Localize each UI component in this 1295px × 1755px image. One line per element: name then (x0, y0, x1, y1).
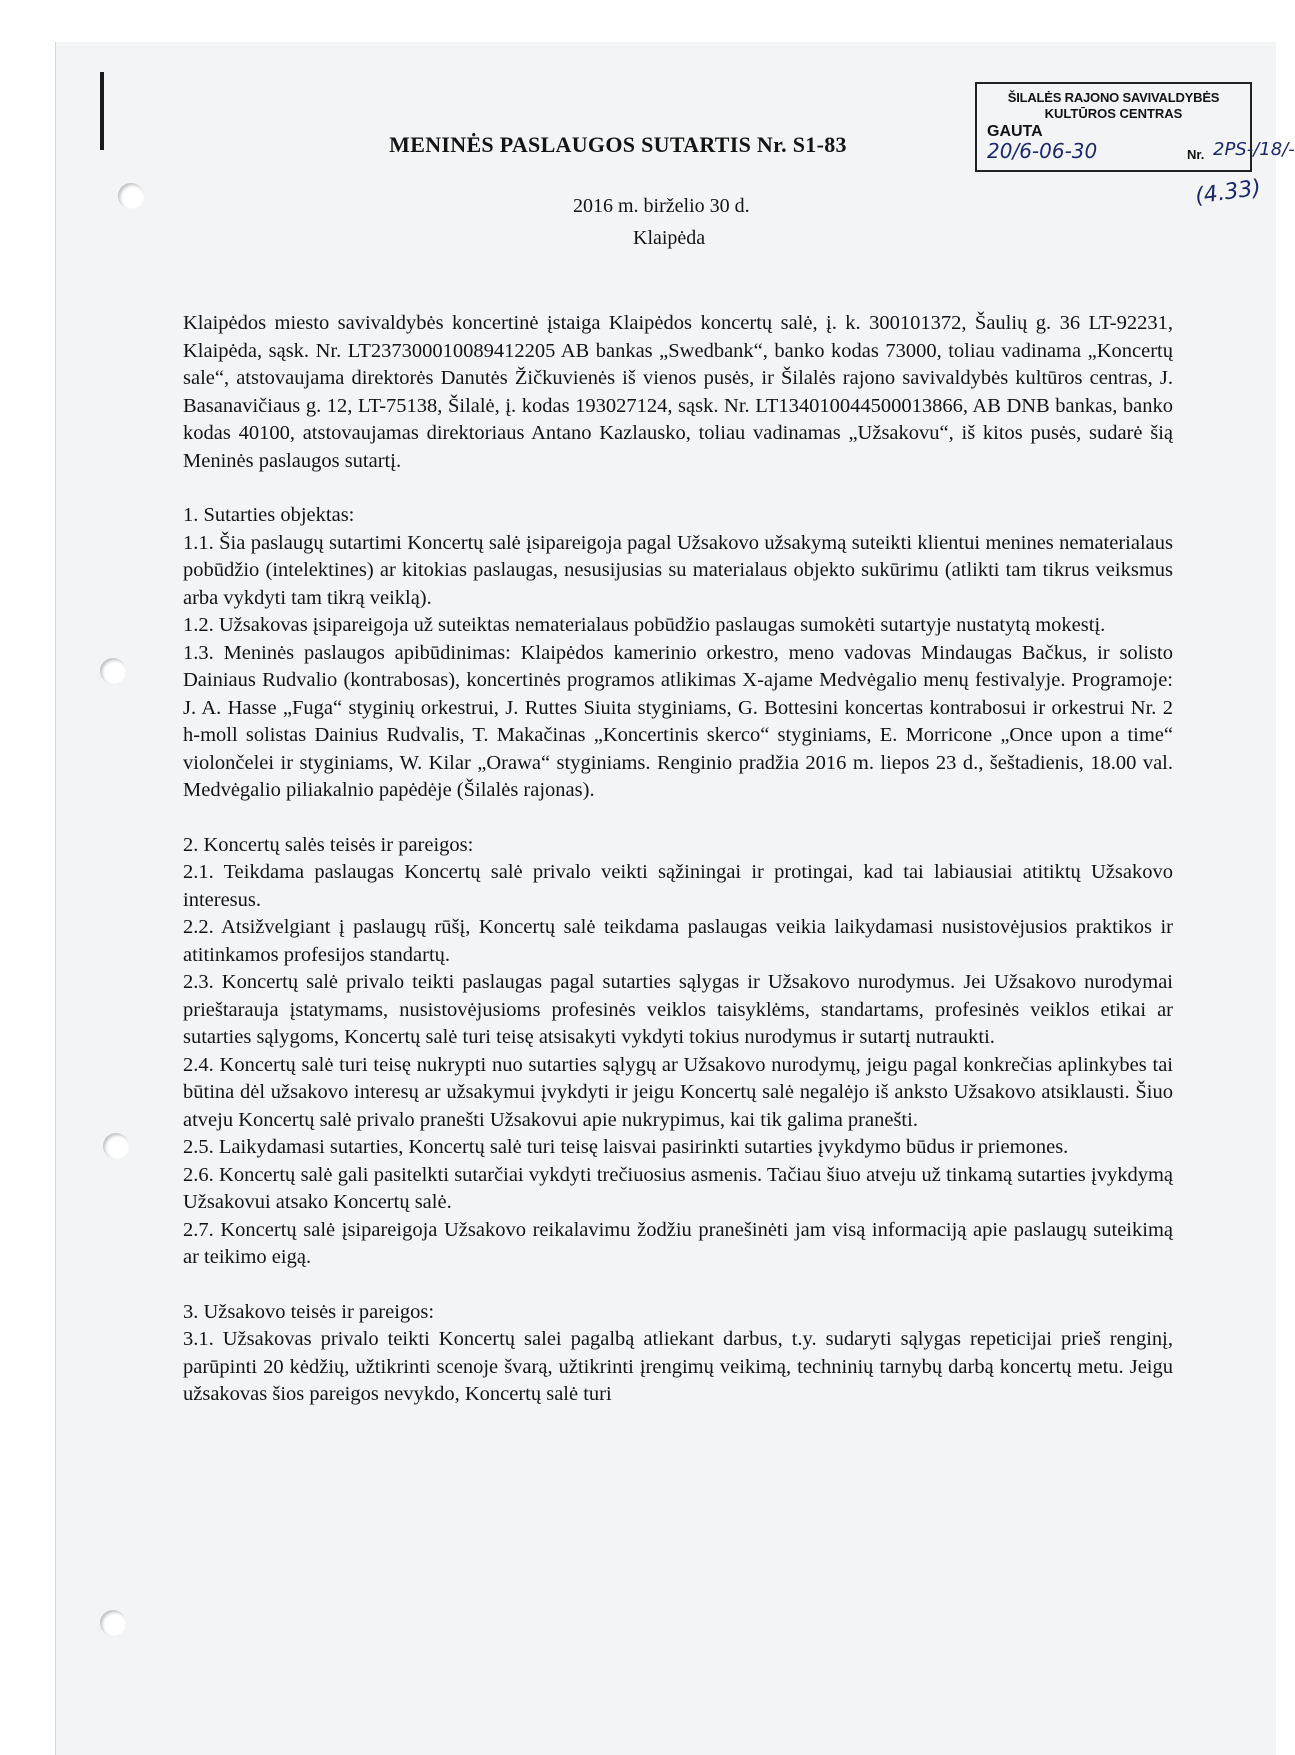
handwritten-note: (4.33) (1193, 175, 1263, 210)
clause-1-2: 1.2. Užsakovas įsipareigoja už suteiktas nematerialaus pobūdžio paslaugas sumokėti sutartyje nustatytą mokestį. (183, 614, 1106, 636)
clause-2-1: 2.1. Teikdama paslaugas Koncertų salė privalo veikti sąžiningai ir protingai, kad tai labiausiai atitiktų Užsakovo interesus. (183, 861, 1173, 911)
page-title: MENINĖS PASLAUGOS SUTARTIS Nr. S1-83 (389, 132, 847, 157)
stamp-handwritten-number: 2PS-/18/- (1213, 139, 1295, 160)
punch-hole-2 (100, 658, 126, 684)
punch-hole-3 (103, 1133, 129, 1159)
contract-date: 2016 m. birželio 30 d. (573, 195, 750, 217)
margin-mark (100, 72, 104, 150)
clause-3-1: 3.1. Užsakovas privalo teikti Koncertų salei pagalbą atliekant darbus, t.y. sudaryti sąlygas repeticijai prieš renginį, parūpinti 20 kėdžių, užtikrinti scenoje švarą, užtikrinti įrengimų veikimą, techninių tarnybų darbą koncertų metu. Jeigu užsakovas šios pareigos nevykdo, Koncertų salė turi (183, 1328, 1173, 1405)
section2-heading: 2. Koncertų salės teisės ir pareigos: (183, 833, 474, 856)
clause-1-3: 1.3. Meninės paslaugos apibūdinimas: Klaipėdos kamerinio orkestro, meno vadovas Mindaugas Bačkus, ir solisto Dainiaus Rudvalio (kontrabosas), koncertinės programos atlikimas X-ajame Medvėgalio menų festivalyje. Programoje: J. A. Hasse „Fuga“ styginių orkestrui, J. Ruttes Siuita styginiams, G. Bottesini koncertas kontrabosui ir orkestrui Nr. 2 h-moll solistas Dainius Rudvalis, T. Makačinas „Koncertinis skerco“ styginiams, E. Morricone „Once upon a time“ violončelei ir styginiams, W. Kilar „Orawa“ styginiams. Renginio pradžia 2016 m. liepos 23 d., šeštadienis, 18.00 val. Medvėgalio piliakalnio papėdėje (Šilalės rajonas). (183, 641, 1173, 801)
stamp-handwritten-date: 20/6-06-30 (987, 139, 1098, 163)
section3-heading: 3. Užsakovo teisės ir pareigos: (183, 1300, 435, 1323)
clause-2-7: 2.7. Koncertų salė įsipareigoja Užsakovo reikalavimu žodžiu pranešinėti jam visą informaciją apie paslaugų suteikimą ar teikimo eigą. (183, 1218, 1173, 1268)
section1-heading: 1. Sutarties objektas: (183, 504, 355, 526)
clause-2-2: 2.2. Atsižvelgiant į paslaugų rūšį, Koncertų salė teikdama paslaugas veikia laikydamasi nusistovėjusios praktikos ir atitinkamos profesijos standartų. (183, 916, 1173, 966)
stamp-institution-line2: KULTŪROS CENTRAS (1044, 106, 1183, 121)
clause-2-6: 2.6. Koncertų salė gali pasitelkti sutarčiai vykdyti trečiuosius asmenis. Tačiau šiuo atveju už tinkamą sutarties įvykdymą Užsakovui atsako Koncertų salė. (183, 1163, 1173, 1213)
stamp-institution-line1: ŠILALĖS RAJONO SAVIVALDYBĖS (1007, 90, 1220, 105)
clause-2-3: 2.3. Koncertų salė privalo teikti paslaugas pagal sutarties sąlygas ir Užsakovo nurodymus. Jei Užsakovo nurodymai prieštarauja įstatymams, nusistovėjusioms profesinės veiklos taisyklėms, standartams, profesinės veiklos etikai ar sutarties sąlygoms, Koncertų salė turi teisę atsisakyti vykdyti tokius nurodymus ir sutartį nutraukti. (183, 971, 1173, 1048)
document-body (183, 310, 1173, 1409)
contract-city: Klaipėda (633, 227, 706, 249)
stamp-nr-label: Nr. (1187, 147, 1205, 162)
clause-2-5: 2.5. Laikydamasi sutarties, Koncertų salė turi teisę laisvai pasirinkti sutarties įvykdymo būdus ir priemones. (183, 1136, 1069, 1158)
received-stamp (975, 82, 1295, 172)
clause-2-4: 2.4. Koncertų salė turi teisę nukrypti nuo sutarties sąlygų ar Užsakovo nurodymų, jeigu pagal konkrečias aplinkybes tai būtina dėl užsakovo interesų ar užsakymui įvykdyti ir jeigu Koncertų salė negalėjo iš anksto Užsakovo atsiklausti. Šiuo atveju Koncertų salė privalo pranešti Užsakovui apie nukrypimus, kai tik galima pranešti. (183, 1053, 1173, 1131)
clause-1-1: 1.1. Šia paslaugų sutartimi Koncertų salė įsipareigoja pagal Užsakovo užsakymą suteikti klientui menines nematerialaus pobūdžio (intelektines) ar kitokias paslaugas, nesusijusias su materialaus objekto sukūrimu (atlikti tam tikrus veiksmus arba vykdyti tam tikrą veiklą). (183, 531, 1173, 609)
stamp-received-label: GAUTA (987, 123, 1043, 140)
stamp-date-row (987, 139, 1295, 169)
punch-hole-4 (100, 1610, 126, 1636)
intro-paragraph: Klaipėdos miesto savivaldybės koncertinė įstaiga Klaipėdos koncertų salė, į. k. 300101372, Šaulių g. 36 LT-92231, Klaipėda, sąsk. Nr. LT237300010089412205 AB bankas „Swedbank“, banko kodas 73000, toliau vadinama „Koncertų sale“, atstovaujama direktorės Danutės Žičkuvienės iš vienos pusės, ir Šilalės rajono savivaldybės kultūros centras, J. Basanavičiaus g. 12, LT-75138, Šilalė, į. kodas 193027124, sąsk. Nr. LT134010044500013866, AB DNB bankas, banko kodas 40100, atstovaujamas direktoriaus Antano Kazlausko, toliau vadinamas „Užsakovu“, iš kitos pusės, sudarė šią Meninės paslaugos sutartį. (183, 312, 1173, 472)
punch-hole-1 (118, 183, 144, 209)
